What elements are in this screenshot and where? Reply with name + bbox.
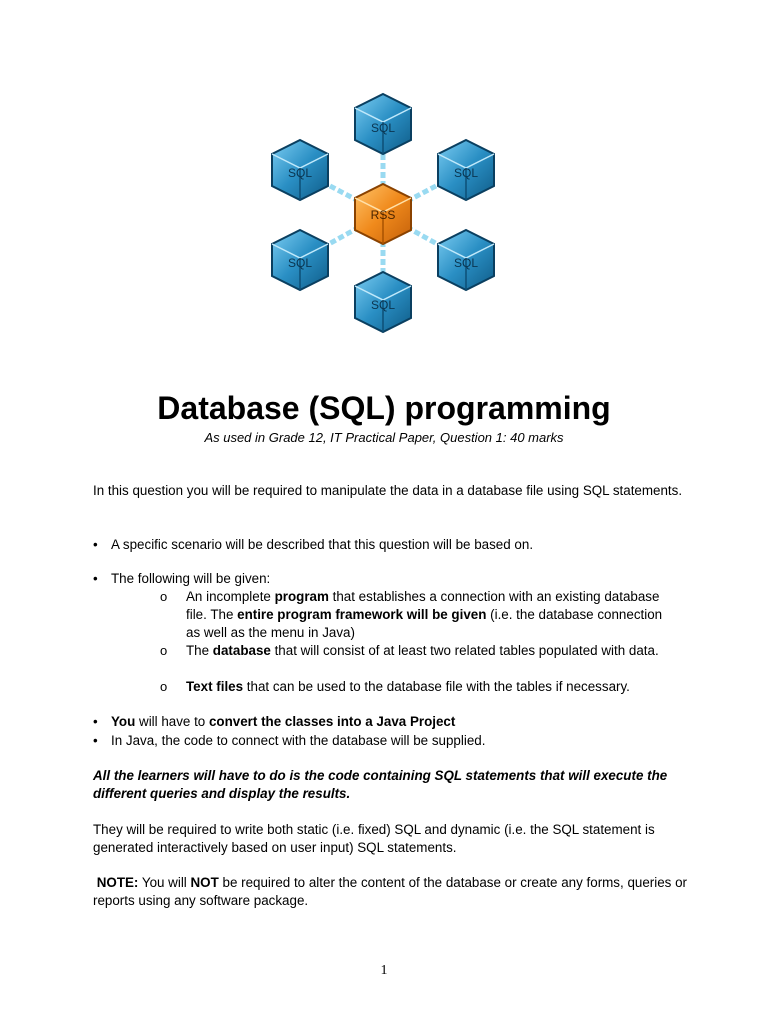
text-run: be required to alter the content of the database or create any forms, queries or reports using any software package. <box>93 875 687 908</box>
sql-cube-icon <box>438 140 494 200</box>
bullet-icon: • <box>93 714 98 729</box>
cube-label: SQL <box>287 256 313 270</box>
sql-cube-icon <box>272 140 328 200</box>
sql-cube-icon <box>355 272 411 332</box>
bold-text: You <box>111 714 136 729</box>
text-run: that will consist of at least two related tables populated with data. <box>270 643 659 658</box>
rss-cube-icon <box>355 184 411 244</box>
intro-paragraph: In this question you will be required to manipulate the data in a database file using SQL statements. <box>93 483 683 498</box>
sub-bullet-text <box>186 642 670 660</box>
note-paragraph <box>93 874 693 910</box>
cube-label: RSS <box>370 208 396 222</box>
page-subtitle: As used in Grade 12, IT Practical Paper, Question 1: 40 marks <box>204 430 564 445</box>
bullet-icon: • <box>93 733 98 748</box>
bold-text: database <box>212 643 271 658</box>
bold-text: convert the classes into a Java Project <box>208 714 456 729</box>
bullet-icon: • <box>93 537 98 552</box>
bullet-icon: • <box>93 571 98 586</box>
cube-label: SQL <box>370 298 396 312</box>
bullet-text <box>111 713 691 731</box>
sql-cube-icon <box>355 94 411 154</box>
emphasis-paragraph: All the learners will have to do is the code containing SQL statements that will execute the different queries and display the results. <box>93 768 668 801</box>
note-label: NOTE: <box>96 875 139 890</box>
sql-cube-icon <box>438 230 494 290</box>
text-run: You will <box>138 875 191 890</box>
sql-cube-icon <box>272 230 328 290</box>
cube-label: SQL <box>453 256 479 270</box>
page-title: Database (SQL) programming <box>157 390 611 426</box>
static-dynamic-paragraph: They will be required to write both static (i.e. fixed) SQL and dynamic (i.e. the SQL statement is generated interactively based on user input) SQL statements. <box>93 822 655 855</box>
bullet-text: In Java, the code to connect with the database will be supplied. <box>111 733 486 748</box>
cube-label: SQL <box>370 121 396 135</box>
cube-label: SQL <box>453 166 479 180</box>
cube-label: SQL <box>287 166 313 180</box>
bold-text: Text files <box>186 679 244 694</box>
sub-bullet-icon: o <box>160 589 168 604</box>
text-run: will have to <box>135 714 209 729</box>
bullet-text: The following will be given: <box>111 571 271 586</box>
bold-text: NOT <box>190 875 219 890</box>
sub-bullet-text <box>186 678 670 696</box>
sql-network-logo <box>255 88 511 350</box>
text-run: An incomplete <box>186 589 275 604</box>
page-number: 1 <box>380 963 388 978</box>
sub-bullet-text <box>186 588 670 642</box>
text-run: that establishes a connection with an existing database file. The <box>186 589 660 622</box>
sub-bullet-icon: o <box>160 643 168 658</box>
text-run: that can be used to the database file with the tables if necessary. <box>243 679 630 694</box>
text-run: The <box>186 643 213 658</box>
bold-text: program <box>274 589 329 604</box>
sub-bullet-icon: o <box>160 679 168 694</box>
bold-text: entire program framework will be given <box>237 607 487 622</box>
text-run: (i.e. the database connection as well as the menu in Java) <box>186 607 663 640</box>
bullet-text: A specific scenario will be described that this question will be based on. <box>111 537 534 552</box>
